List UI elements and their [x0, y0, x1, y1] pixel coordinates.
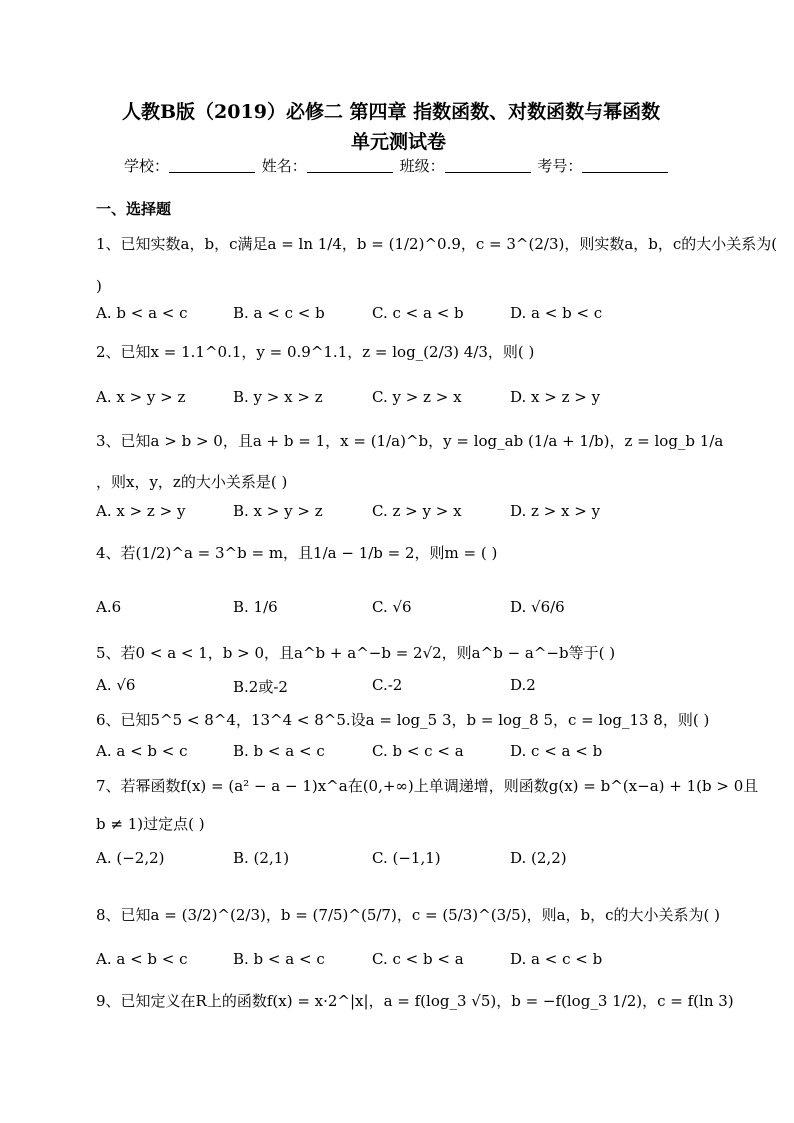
title-line-2: 单元测试卷	[351, 131, 447, 153]
name-label: 姓名：	[261, 157, 307, 175]
question-7-stem-cont: b ≠ 1)过定点( )	[96, 815, 205, 833]
question-3-stem-cont: ，则x，y，z的大小关系是( )	[96, 473, 288, 491]
q8-option-c[interactable]: C. c < b < a	[372, 950, 464, 968]
q5-option-c[interactable]: C.-2	[372, 676, 403, 694]
q2-option-d[interactable]: D. x > z > y	[510, 388, 601, 406]
school-blank[interactable]	[169, 158, 255, 173]
q6-option-b[interactable]: B. b < a < c	[233, 742, 325, 760]
section-heading: 一、选择题	[96, 200, 172, 218]
q4-option-c[interactable]: C. √6	[372, 598, 412, 616]
question-1-stem: 1、已知实数a，b，c满足a = ln 1/4，b = (1/2)^0.9，c = 3^(2/3)，则实数a，b，c的大小关系为(	[96, 235, 778, 253]
class-label: 班级：	[399, 157, 445, 175]
q5-option-a[interactable]: A. √6	[96, 676, 136, 694]
q4-option-b[interactable]: B. 1/6	[233, 598, 278, 616]
q4-option-d[interactable]: D. √6/6	[510, 598, 565, 616]
q1-option-a[interactable]: A. b < a < c	[96, 304, 188, 322]
q4-option-a[interactable]: A.6	[96, 598, 122, 616]
question-6-stem: 6、已知5^5 < 8^4，13^4 < 8^5.设a = log_5 3，b = log_8 5，c = log_13 8，则( )	[96, 711, 710, 729]
q8-option-b[interactable]: B. b < a < c	[233, 950, 325, 968]
q6-option-d[interactable]: D. c < a < b	[510, 742, 603, 760]
q7-option-c[interactable]: C. (−1,1)	[372, 849, 441, 867]
q5-option-b[interactable]: B.2或-2	[233, 678, 288, 696]
question-8-stem: 8、已知a = (3/2)^(2/3)，b = (7/5)^(5/7)，c = (5/3)^(3/5)，则a，b，c的大小关系为( )	[96, 906, 720, 924]
question-1-stem-cont: )	[96, 277, 102, 295]
question-7-stem: 7、若幂函数f(x) = (a² − a − 1)x^a在(0,+∞)上单调递增，则函数g(x) = b^(x−a) + 1(b > 0且	[96, 777, 759, 795]
q1-option-c[interactable]: C. c < a < b	[372, 304, 464, 322]
question-2-stem: 2、已知x = 1.1^0.1，y = 0.9^1.1，z = log_(2/3) 4/3，则( )	[96, 343, 535, 361]
question-9-stem: 9、已知定义在R上的函数f(x) = x·2^|x|，a = f(log_3 √5)，b = −f(log_3 1/2)，c = f(ln 3)	[96, 992, 734, 1010]
class-blank[interactable]	[445, 158, 531, 173]
q1-option-d[interactable]: D. a < b < c	[510, 304, 603, 322]
name-blank[interactable]	[307, 158, 393, 173]
question-3-stem: 3、已知a > b > 0，且a + b = 1，x = (1/a)^b，y = log_ab (1/a + 1/b)，z = log_b 1/a	[96, 432, 724, 450]
exam-no-label: 考号：	[537, 157, 583, 175]
q3-option-a[interactable]: A. x > z > y	[96, 502, 186, 520]
q6-option-c[interactable]: C. b < c < a	[372, 742, 464, 760]
q7-option-b[interactable]: B. (2,1)	[233, 849, 290, 867]
q3-option-b[interactable]: B. x > y > z	[233, 502, 323, 520]
q7-option-d[interactable]: D. (2,2)	[510, 849, 567, 867]
q6-option-a[interactable]: A. a < b < c	[96, 742, 188, 760]
question-5-stem: 5、若0 < a < 1，b > 0，且a^b + a^−b = 2√2，则a^b − a^−b等于( )	[96, 644, 616, 662]
question-4-stem: 4、若(1/2)^a = 3^b = m，且1/a − 1/b = 2，则m = ( )	[96, 544, 498, 562]
q3-option-d[interactable]: D. z > x > y	[510, 502, 601, 520]
q2-option-b[interactable]: B. y > x > z	[233, 388, 323, 406]
q2-option-a[interactable]: A. x > y > z	[96, 388, 186, 406]
q8-option-d[interactable]: D. a < c < b	[510, 950, 603, 968]
student-info-row	[124, 155, 670, 176]
q7-option-a[interactable]: A. (−2,2)	[96, 849, 165, 867]
q2-option-c[interactable]: C. y > z > x	[372, 388, 462, 406]
q1-option-b[interactable]: B. a < c < b	[233, 304, 325, 322]
school-label: 学校：	[124, 157, 170, 175]
q8-option-a[interactable]: A. a < b < c	[96, 950, 188, 968]
exam-no-blank[interactable]	[582, 158, 668, 173]
title-line-1: 人教B版（2019）必修二 第四章 指数函数、对数函数与幂函数	[122, 101, 661, 123]
q3-option-c[interactable]: C. z > y > x	[372, 502, 462, 520]
q5-option-d[interactable]: D.2	[510, 676, 536, 694]
